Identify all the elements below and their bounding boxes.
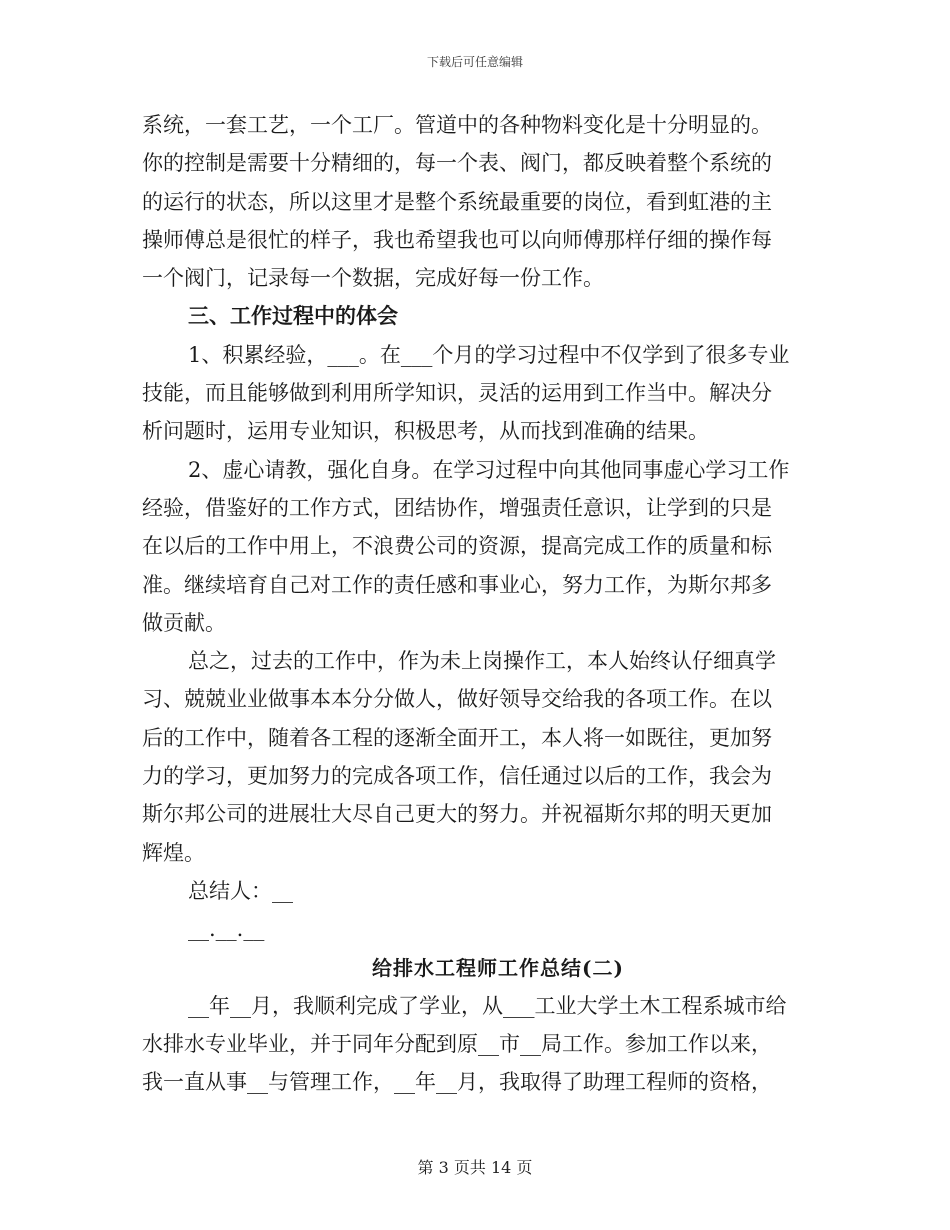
paragraph-line: 辉煌。: [142, 840, 205, 865]
paragraph-line: 一个阀门，记录每一个数据，完成好每一份工作。: [142, 266, 604, 291]
date-line: __.__.__: [188, 917, 265, 942]
paragraph-line: 2、虚心请教，强化自身。在学习过程中向其他同事虚心学习工作: [188, 457, 790, 482]
paragraph-line: 系统，一套工艺，一个工厂。管道中的各种物料变化是十分明显的。: [142, 113, 772, 137]
page-number: 第 3 页共 14 页: [417, 1158, 533, 1177]
paragraph-line: 经验，借鉴好的工作方式，团结协作，增强责任意识，让学到的只是: [142, 495, 772, 520]
paragraph-line: 析问题时，运用专业知识，积极思考，从而找到准确的结果。: [142, 419, 709, 444]
paragraph-line: 准。继续培育自己对工作的责任感和事业心，努力工作，为斯尔邦多: [142, 572, 772, 597]
paragraph-line: 水排水专业毕业，并于同年分配到原__市__局工作。参加工作以来，: [142, 1032, 772, 1057]
signature-line: 总结人：__: [188, 878, 293, 903]
paragraph-line: 操师傅总是很忙的样子，我也希望我也可以向师傅那样仔细的操作每: [142, 227, 772, 252]
paragraph-line: 在以后的工作中用上，不浪费公司的资源，提高完成工作的质量和标: [142, 534, 772, 559]
paragraph-line: 力的学习，更加努力的完成各项工作，信任通过以后的工作，我会为: [142, 764, 772, 789]
paragraph-line: 技能，而且能够做到利用所学知识，灵活的运用到工作当中。解决分: [142, 381, 772, 406]
paragraph-line: 斯尔邦公司的进展壮大尽自己更大的努力。并祝福斯尔邦的明天更加: [142, 802, 772, 827]
paragraph-line: 做贡献。: [142, 610, 226, 635]
section-heading: 三、工作过程中的体会: [188, 303, 398, 329]
paragraph-line: 1、积累经验，___。在___个月的学习过程中不仅学到了很多专业: [188, 342, 790, 367]
paragraph-line: 我一直从事__与管理工作，__年__月，我取得了助理工程师的资格，: [142, 1070, 772, 1095]
paragraph-line: __年__月，我顺利完成了学业，从___工业大学土木工程系城市给: [188, 993, 787, 1018]
section-title: 给排水工程师工作总结(二): [372, 955, 624, 980]
document-body: [142, 106, 814, 1102]
page-header-watermark: 下载后可任意编辑: [426, 55, 523, 69]
paragraph-line: 后的工作中，随着各工程的逐渐全面开工，本人将一如既往，更加努: [142, 725, 772, 750]
paragraph-line: 习、兢兢业业做事本本分分做人，做好领导交给我的各项工作。在以: [142, 687, 772, 712]
paragraph-line: 你的控制是需要十分精细的，每一个表、阀门，都反映着整个系统的: [142, 151, 772, 176]
paragraph-line: 总之，过去的工作中，作为未上岗操作工，本人始终认仔细真学: [188, 649, 776, 674]
paragraph-line: 的运行的状态，所以这里才是整个系统最重要的岗位，看到虹港的主: [142, 189, 772, 214]
